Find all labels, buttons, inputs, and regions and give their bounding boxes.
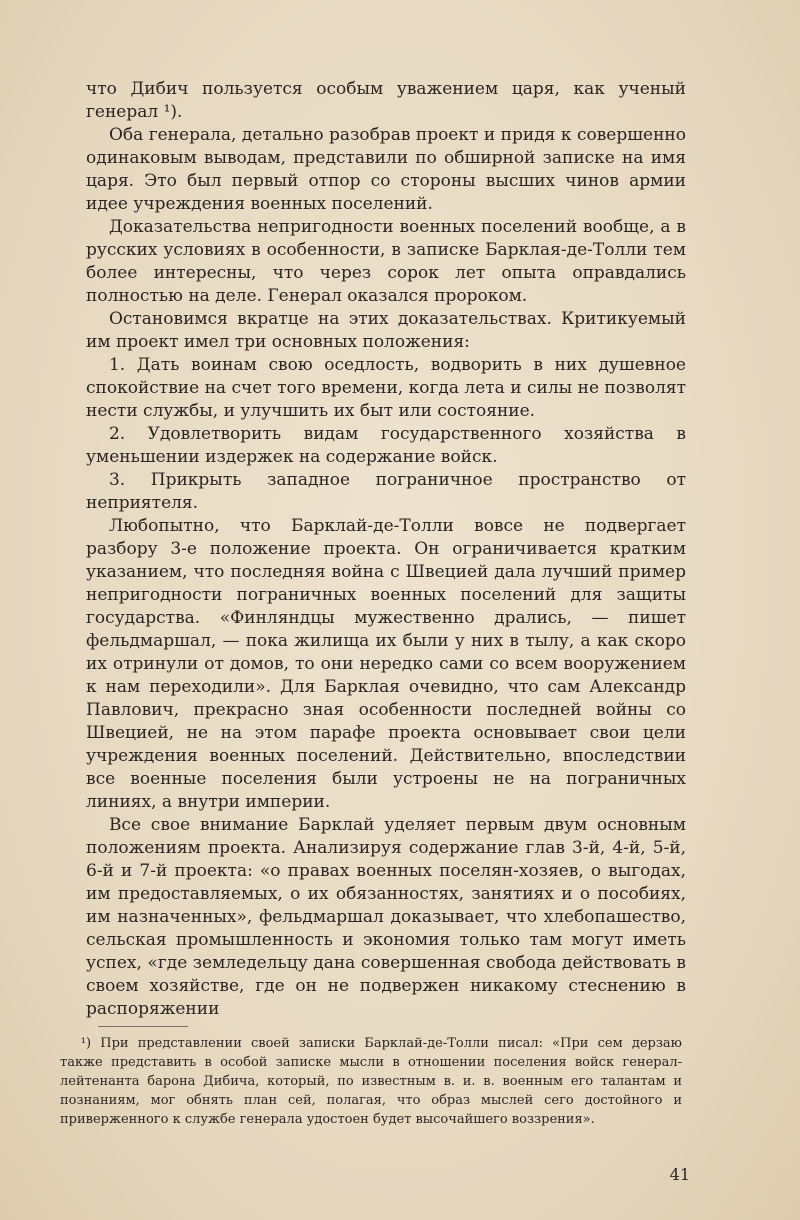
paragraph: Все свое внимание Барклай уделяет первым двум основным положениям проекта. Анализируя содержание глав 3-й, 4-й, 5-й, 6-й и 7-й проекта: «о правах военных поселян-хозяев, о выгодах, им предоставляемых, о их обязанностях, занятиях и о пособиях, им назначенных», фельдмаршал доказывает, что хлебопашество, сельская промышленность и экономия только там могут иметь успех, «где земледельцу дана совершенная свобода действовать в своем хозяйстве, где он не подвержен никакому стеснению в распоряжении xyxy=(86,815,686,1019)
main-text xyxy=(86,78,686,1021)
footnote-divider xyxy=(98,1026,188,1027)
paragraph: Любопытно, что Барклай-де-Толли вовсе не подвергает разбору 3-е положение проекта. Он ограничивается кратким указанием, что последняя война с Швецией дала лучший пример непригодности пограничных военных поселений для защиты государства. «Финляндцы мужественно дрались, — пишет фельдмаршал, — пока жилища их были у них в тылу, а как скоро их отринули от домов, то они нередко сами со всем вооружением к нам переходили». Для Барклая очевидно, что сам Александр Павлович, прекрасно зная особенности последней войны со Швецией, не на этом парафе проекта основывает свои цели учреждения военных поселений. Действительно, впоследствии все военные поселения были устроены не на пограничных линиях, а внутри империи. xyxy=(86,516,686,812)
paragraph: Оба генерала, детально разобрав проект и придя к совершенно одинаковым выводам, представили по обширной записке на имя царя. Это был первый отпор со стороны высших чинов армии идее учреждения военных поселений. xyxy=(86,125,686,214)
footnote xyxy=(60,1034,682,1129)
list-item: 2. Удовлетворить видам государственного хозяйства в уменьшении издержек на содержание войск. xyxy=(86,424,686,467)
paragraph-continuation: что Дибич пользуется особым уважением царя, как ученый генерал ¹). xyxy=(86,79,686,122)
list-item: 1. Дать воинам свою оседлость, водворить в них душевное спокойствие на счет того времени, когда лета и силы не позволят нести службы, и улучшить их быт или состояние. xyxy=(86,355,686,421)
footnote-text: При представлении своей записки Барклай-де-Толли писал: «При сем дерзаю также представить в особой записке мысли в отношении поселения войск генерал-лейтенанта барона Дибича, который, по известным в. и. в. военным его талантам и познаниям, мог обнять план сей, полагая, что образ мыслей сего достойного и приверженного к службе генерала удостоен будет высочайшего воззрения». xyxy=(60,1036,682,1127)
paragraph: Доказательства непригодности военных поселений вообще, а в русских условиях в особенности, в записке Барклая-де-Толли тем более интересны, что через сорок лет опыта оправдались полностью на деле. Генерал оказался пророком. xyxy=(86,217,686,306)
footnote-marker: ¹) xyxy=(80,1036,92,1051)
paragraph: Остановимся вкратце на этих доказательствах. Критикуемый им проект имел три основных положения: xyxy=(86,309,686,352)
footnotes xyxy=(60,1034,682,1129)
list-item: 3. Прикрыть западное пограничное пространство от неприятеля. xyxy=(86,470,686,513)
page-number: 41 xyxy=(669,1165,690,1184)
